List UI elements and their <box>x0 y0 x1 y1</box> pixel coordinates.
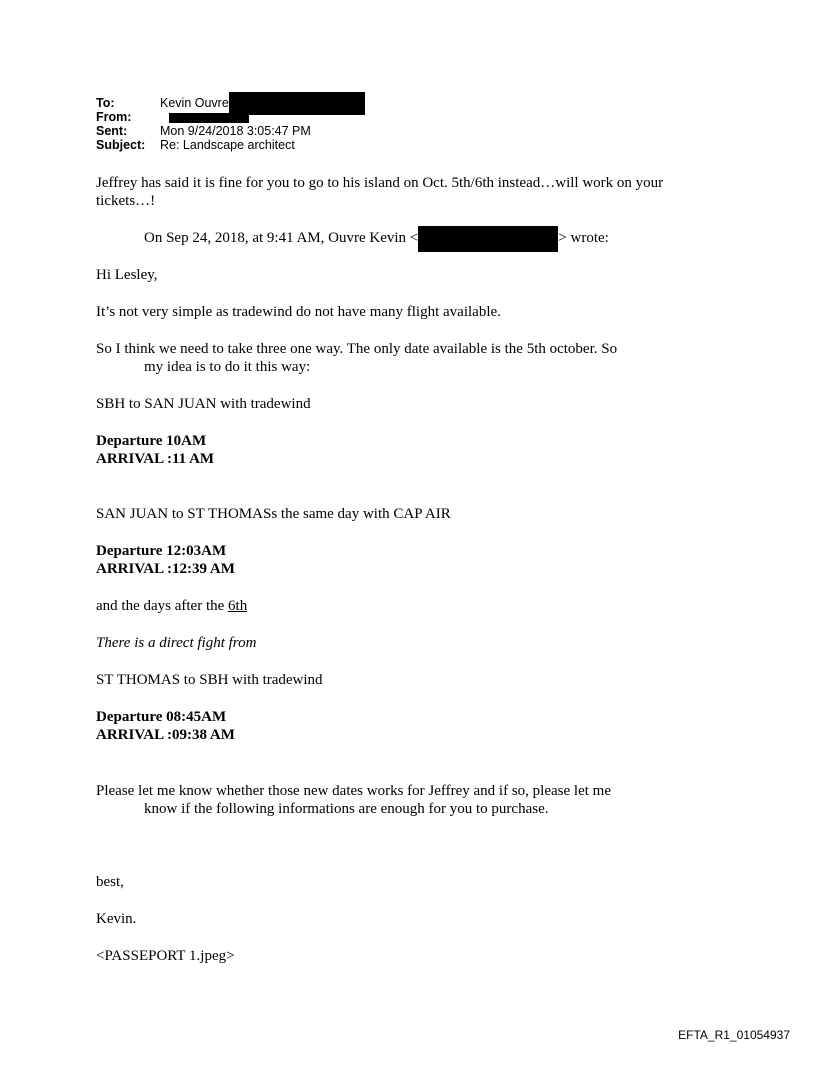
leg3-route: ST THOMAS to SBH with tradewind <box>96 672 323 688</box>
days-after-line <box>96 597 247 615</box>
from-value <box>160 110 249 124</box>
from-label: From: <box>96 110 132 124</box>
direct-flight-note: There is a direct fight from <box>96 635 257 651</box>
quote-prefix: On Sep 24, 2018, at 9:41 AM, Ouvre Kevin < <box>144 230 419 246</box>
leg1-arrival: ARRIVAL :11 AM <box>96 451 215 467</box>
date-link[interactable]: 6th <box>228 598 248 614</box>
from-redaction <box>169 113 249 123</box>
sent-value: Mon 9/24/2018 3:05:47 PM <box>160 124 311 138</box>
to-name: Kevin Ouvre <box>160 96 229 110</box>
leg1-route: SBH to SAN JUAN with tradewind <box>96 396 311 412</box>
paragraph-3-line-2: know if the following informations are enough for you to purchase. <box>144 801 549 817</box>
paragraph-1: It’s not very simple as tradewind do not have many flight available. <box>96 304 501 320</box>
leg3-arrival: ARRIVAL :09:38 AM <box>96 727 235 743</box>
reply-line-1: Jeffrey has said it is fine for you to go to his island on Oct. 5th/6th instead…will work on your <box>96 175 664 191</box>
to-redaction <box>229 92 365 115</box>
leg2-arrival: ARRIVAL :12:39 AM <box>96 561 235 577</box>
paragraph-2-line-2: my idea is to do it this way: <box>144 359 311 375</box>
attachment-name[interactable]: <PASSEPORT 1.jpeg> <box>96 948 235 964</box>
subject-value: Re: Landscape architect <box>160 138 295 152</box>
reply-line-2: tickets…! <box>96 193 156 209</box>
greeting: Hi Lesley, <box>96 267 158 283</box>
quote-suffix: > wrote: <box>558 230 609 246</box>
leg2-departure: Departure 12:03AM <box>96 543 227 559</box>
paragraph-3-line-1: Please let me know whether those new dates works for Jeffrey and if so, please let me <box>96 783 611 799</box>
subject-label: Subject: <box>96 138 146 152</box>
paragraph-2-line-1: So I think we need to take three one way. The only date available is the 5th october. So <box>96 341 618 357</box>
signature: Kevin. <box>96 911 137 927</box>
sent-label: Sent: <box>96 124 128 138</box>
email-redaction <box>418 226 558 252</box>
to-label: To: <box>96 96 115 110</box>
quote-header <box>144 229 609 252</box>
leg2-route: SAN JUAN to ST THOMASs the same day with CAP AIR <box>96 506 451 522</box>
days-after-prefix: and the days after the <box>96 598 229 614</box>
document-id: EFTA_R1_01054937 <box>678 1028 790 1042</box>
leg1-departure: Departure 10AM <box>96 433 207 449</box>
leg3-departure: Departure 08:45AM <box>96 709 227 725</box>
signoff: best, <box>96 874 124 890</box>
